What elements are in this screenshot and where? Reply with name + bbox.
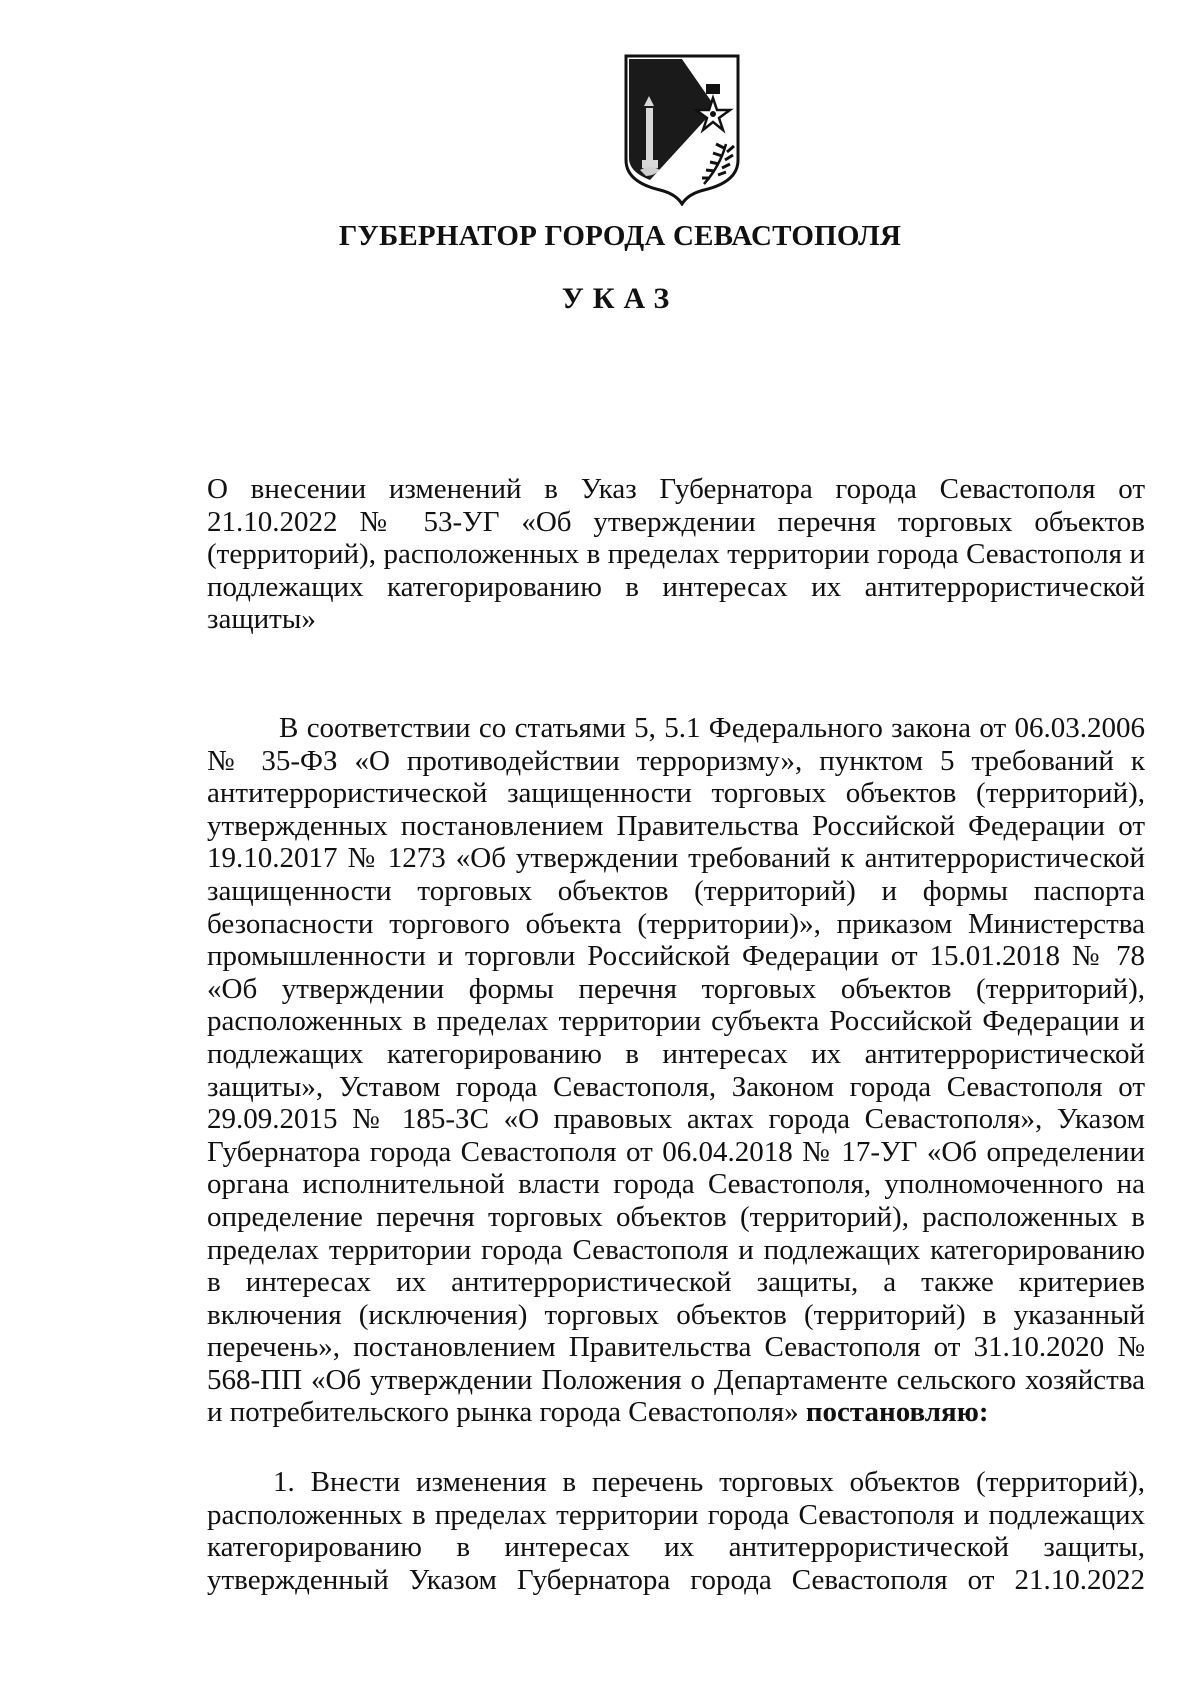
operative-colon: : — [978, 1396, 989, 1429]
preamble-paragraph — [207, 712, 1145, 1429]
issuing-authority: ГУБЕРНАТОР ГОРОДА СЕВАСТОПОЛЯ — [338, 220, 902, 252]
decree-subject-title: О внесении изменений в Указ Губернатора города Севастополя от 21.10.2022 № 53-УГ «Об утверждении перечня торговых объектов (территорий), расположенных в пределах территории города Севастополя и подлежащих категорированию в интересах их антитеррористической защиты» — [207, 473, 1145, 636]
preamble-text: В соответствии со статьями 5, 5.1 Федерального закона от 06.03.2006 № 35-ФЗ «О противодействии терроризму», пунктом 5 требований к антитеррористической защищенности торговых объектов (территорий), утвержденных постановлением Правительства Российской Федерации от 19.10.2017 № 1273 «Об утверждении требований к антитеррористической защищенности торговых объектов (территорий) и формы паспорта безопасности торгового объекта (территории)», приказом Министерства промышленности и торговли Российской Федерации от 15.01.2018 № 78 «Об утверждении формы перечня торговых объектов (территорий), расположенных в пределах территории субъекта Российской Федерации и подлежащих категорированию в интересах их антитеррористической защиты», Уставом города Севастополя, Законом города Севастополя от 29.09.2015 № 185-ЗС «О правовых актах города Севастополя», Указом Губернатора города Севастополя от 06.04.2018 № 17-УГ «Об определении органа исполнительной власти города Севастополя, уполномоченного на определение перечня торговых объектов (территорий), расположенных в пределах территории города Севастополя и подлежащих категорированию в интересах их антитеррористической защиты, а также критериев включения (исключения) торговых объектов (территорий) в указанный перечень», постановлением Правительства Севастополя от 31.10.2020 № 568-ПП «Об утверждении Положения о Департаменте сельского хозяйства и потребительского рынка города Севастополя» — [207, 712, 1145, 1429]
item-1-paragraph: 1. Внести изменения в перечень торговых объектов (территорий), расположенных в пределах территории города Севастополя и подлежащих категорированию в интересах их антитеррористической защиты, утвержденный Указом Губернатора города Севастополя от 21.10.2022 — [207, 1466, 1145, 1596]
operative-word: постановляю — [805, 1396, 979, 1429]
document-type-title: УКАЗ — [561, 282, 679, 315]
coat-of-arms-emblem — [620, 48, 744, 206]
